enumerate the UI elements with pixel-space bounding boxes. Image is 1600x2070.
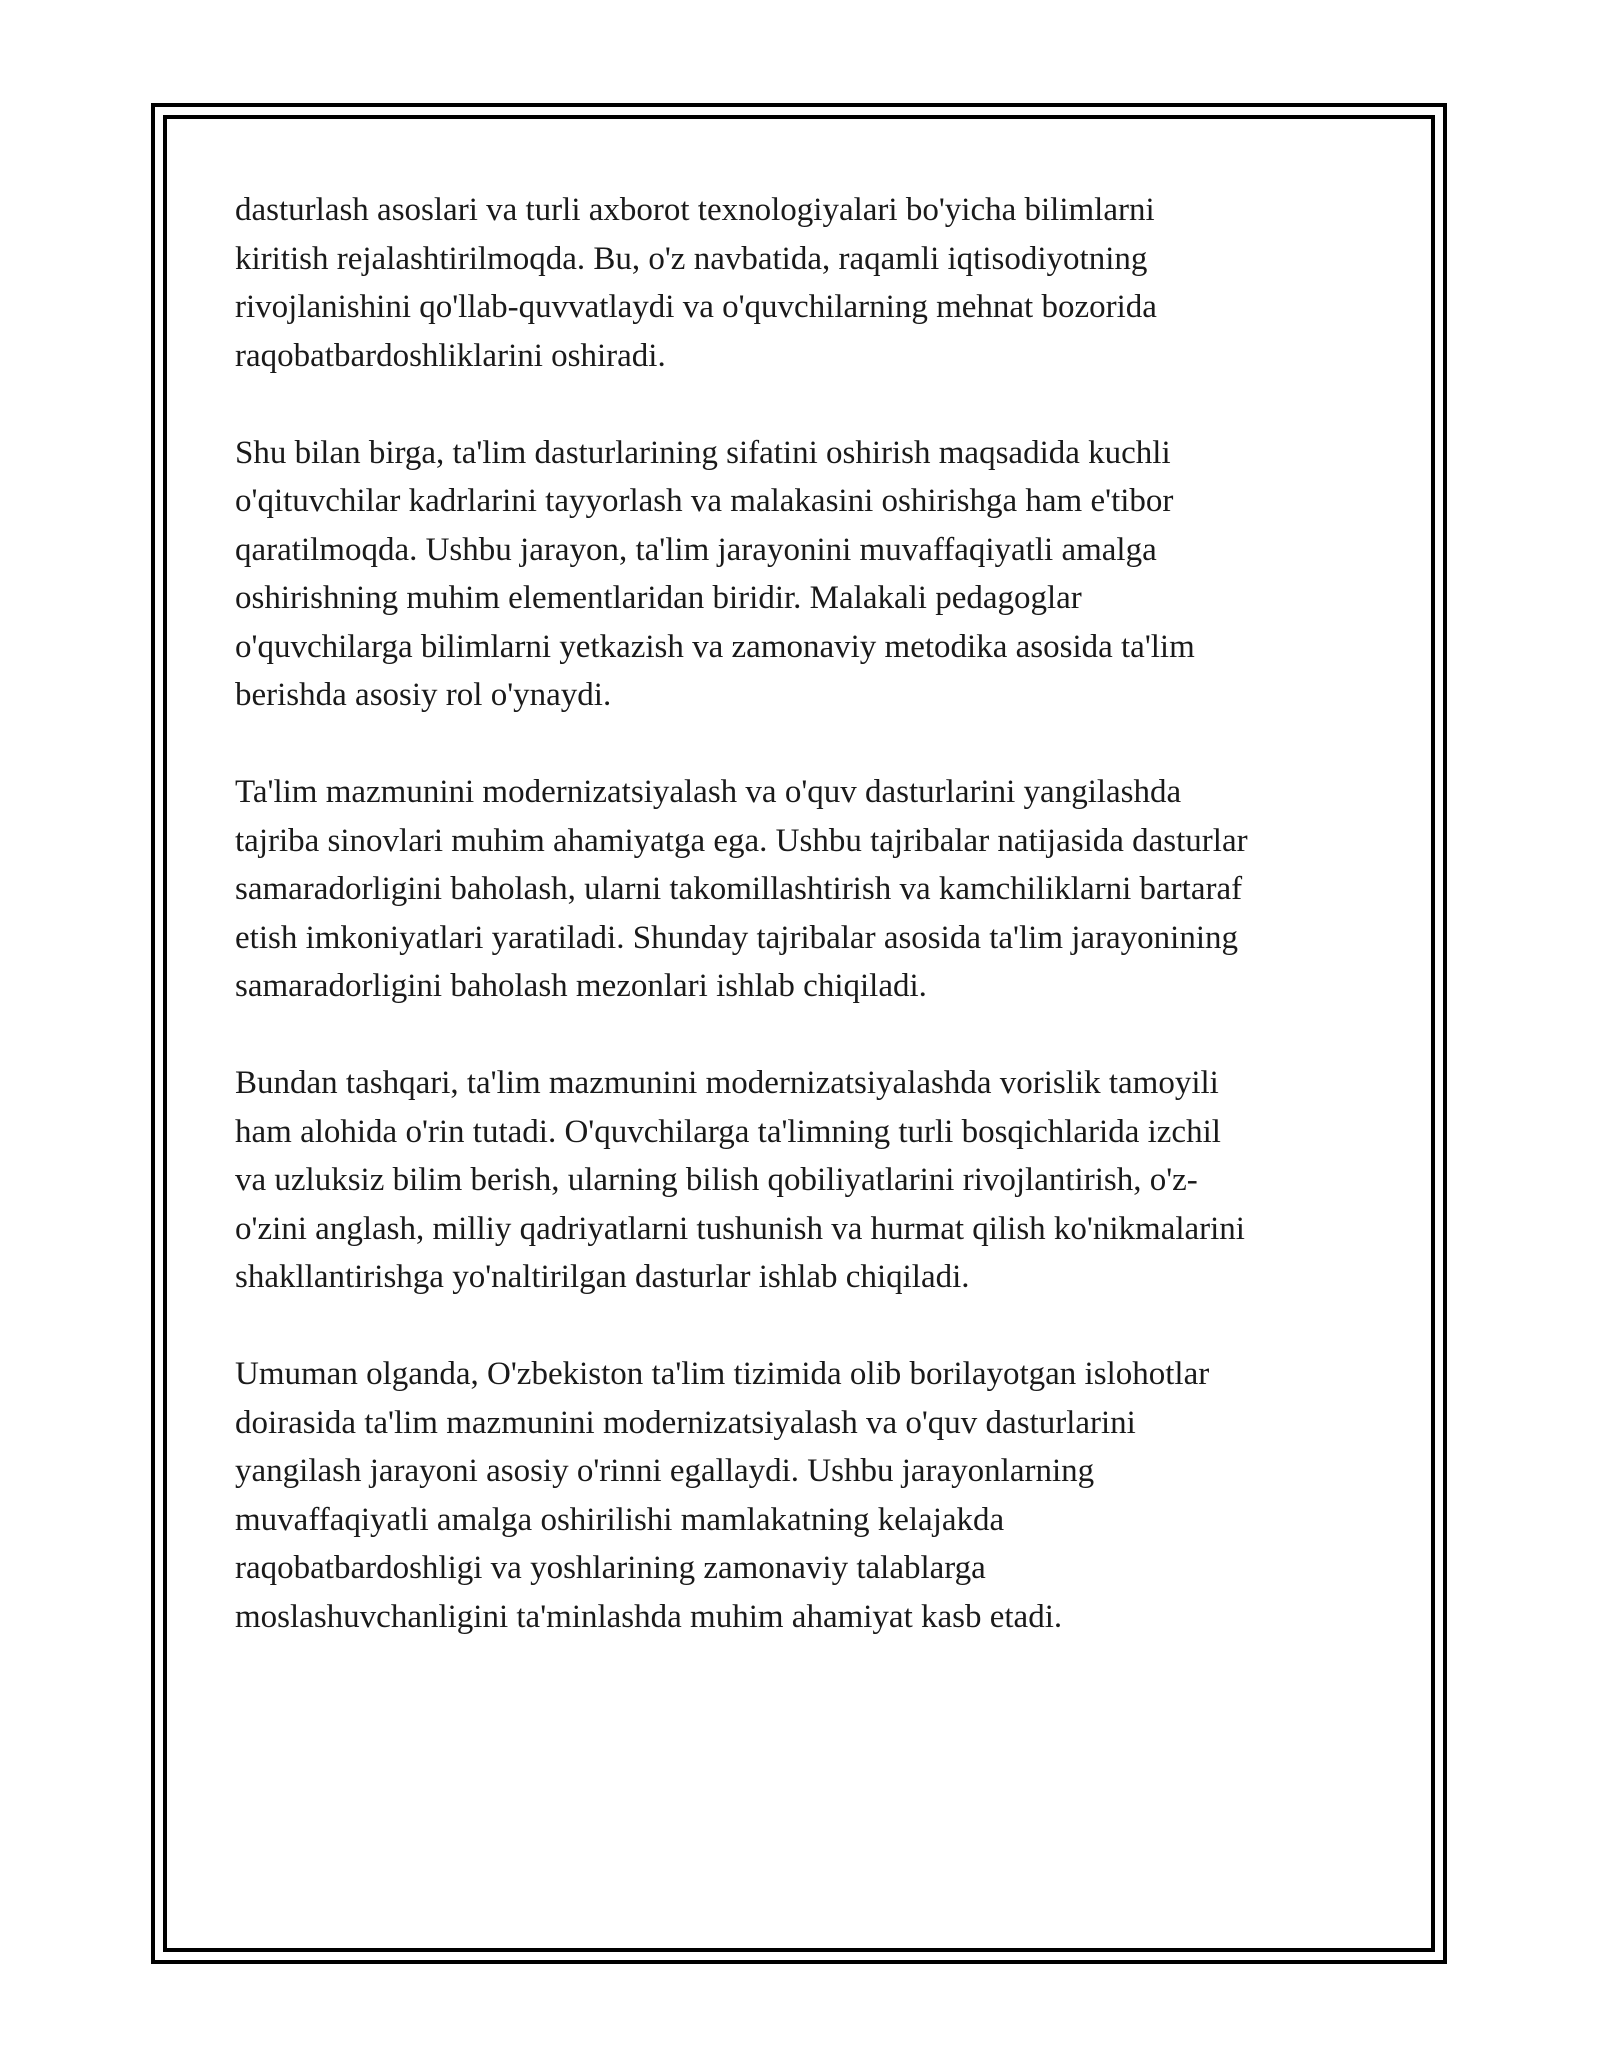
- paragraph-5: Umuman olganda, O'zbekiston ta'lim tizimida olib borilayotgan islohotlar doirasida ta'lim mazmunini modernizatsiyalash va o'quv dasturlarini yangilash jarayoni asosiy o'rinni egallaydi. Ushbu jarayonlarning muvaffaqiyatli amalga oshirilishi mamlakatning kelajakda raqobatbardoshligi va yoshlarining zamonaviy talablarga moslashuvchanligini ta'minlashda muhim ahamiyat kasb etadi.: [235, 1356, 1210, 1635]
- paragraph-1: dasturlash asoslari va turli axborot texnologiyalari bo'yicha bilimlarni kiritish rejalashtirilmoqda. Bu, o'z navbatida, raqamli iqtisodiyotning rivojlanishini qo'llab-quvvatlaydi va o'quvchilarning mehnat bozorida raqobatbardoshliklarini oshiradi.: [235, 192, 1157, 374]
- paragraph-3: Ta'lim mazmunini modernizatsiyalash va o'quv dasturlarini yangilashda tajriba sinovlari muhim ahamiyatga ega. Ushbu tajribalar natijasida dasturlar samaradorligini baholash, ularni takomillashtirish va kamchiliklarni bartaraf etish imkoniyatlari yaratiladi. Shunday tajribalar asosida ta'lim jarayonining samaradorligini baholash mezonlari ishlab chiqiladi.: [235, 774, 1248, 1004]
- paragraph-2: Shu bilan birga, ta'lim dasturlarining sifatini oshirish maqsadida kuchli o'qituvchilar kadrlarini tayyorlash va malakasini oshirishga ham e'tibor qaratilmoqda. Ushbu jarayon, ta'lim jarayonini muvaffaqiyatli amalga oshirishning muhim elementlaridan biridir. Malakali pedagoglar o'quvchilarga bilimlarni yetkazish va zamonaviy metodika asosida ta'lim berishda asosiy rol o'ynaydi.: [235, 434, 1195, 713]
- document-body: [235, 186, 1375, 1690]
- paragraph-4: Bundan tashqari, ta'lim mazmunini modernizatsiyalashda vorislik tamoyili ham alohida o'rin tutadi. O'quvchilarga ta'limning turli bosqichlarida izchil va uzluksiz bilim berish, ularning bilish qobiliyatlarini rivojlantirish, o'z- o'zini anglash, milliy qadriyatlarni tushunish va hurmat qilish ko'nikmalarini shakllantirishga yo'naltirilgan dasturlar ishlab chiqiladi.: [235, 1065, 1245, 1295]
